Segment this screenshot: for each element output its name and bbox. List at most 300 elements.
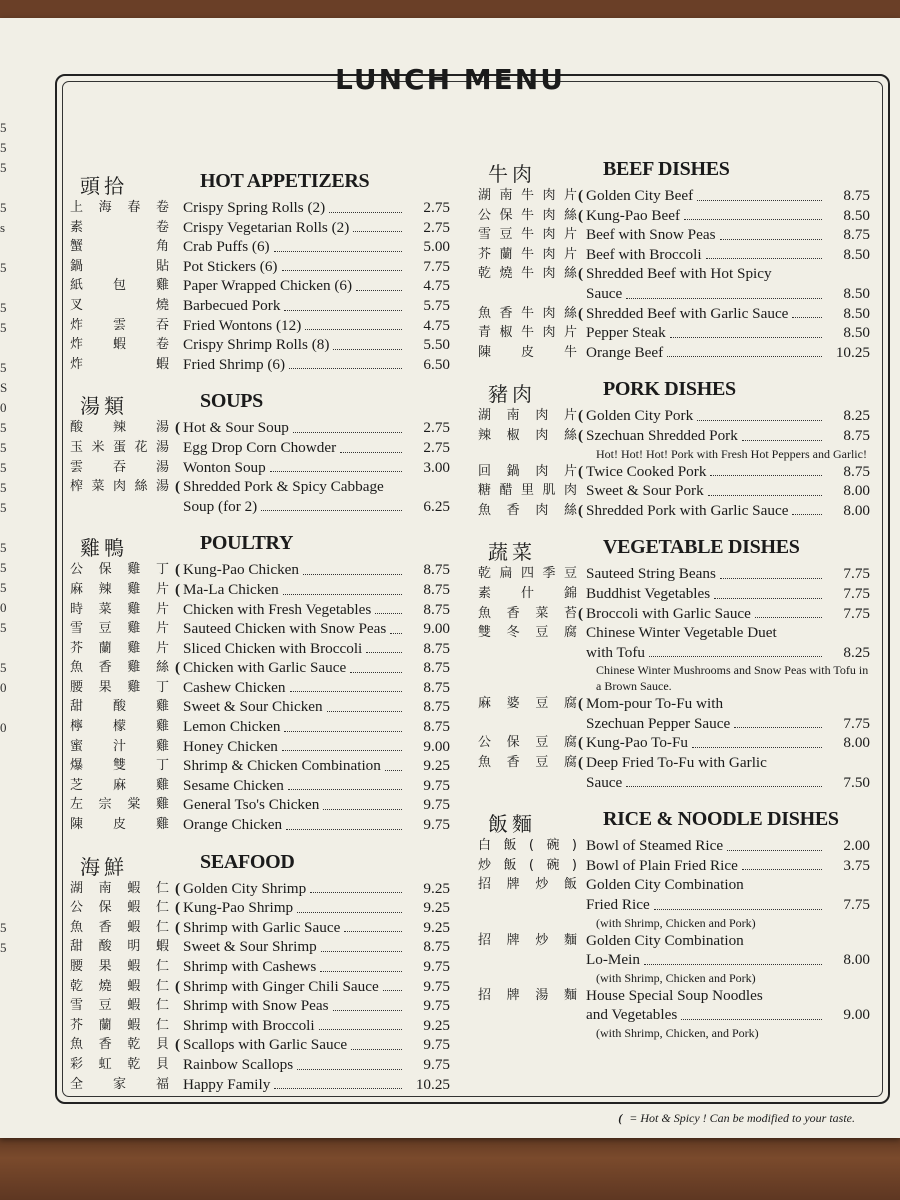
item-body xyxy=(578,186,870,206)
dot-leader xyxy=(270,458,402,473)
menu-item xyxy=(478,264,870,284)
item-name: Kung-Pao Beef xyxy=(586,206,681,224)
item-name: Crispy Spring Rolls (2) xyxy=(183,199,326,216)
menu-section xyxy=(70,530,450,834)
menu-item xyxy=(70,580,450,600)
chili-icon: ( xyxy=(578,462,584,480)
menu-item xyxy=(70,497,450,517)
item-text xyxy=(183,1055,450,1075)
prev-page-fragment: 5 xyxy=(0,420,7,435)
section-header xyxy=(70,530,450,560)
item-text xyxy=(183,600,450,620)
menu-item xyxy=(70,355,450,375)
prev-page-fragment xyxy=(0,818,14,838)
item-name: Sweet & Sour Pork xyxy=(586,482,704,500)
spacer xyxy=(578,481,586,501)
chili-icon: ( xyxy=(175,977,181,995)
dot-leader xyxy=(288,776,402,791)
dot-leader xyxy=(684,206,822,221)
section-header xyxy=(478,534,870,564)
prev-page-fragment: 0 xyxy=(0,720,7,735)
item-chinese-name: 素什錦 xyxy=(478,585,578,601)
item-text xyxy=(586,694,870,714)
item-chinese-name: 招牌炒麵 xyxy=(478,932,578,948)
menu-item xyxy=(70,737,450,757)
menu-item xyxy=(478,875,870,895)
item-chinese-name: 爆雙丁 xyxy=(70,758,170,774)
prev-page-fragment: 5 xyxy=(0,540,7,555)
item-price: 2.75 xyxy=(423,199,450,216)
item-name: Soup (for 2) xyxy=(183,497,258,515)
item-body xyxy=(578,225,870,245)
prev-page-fragment: 5 xyxy=(0,120,7,135)
item-chinese-name: 雙冬豆腐 xyxy=(478,625,578,641)
dot-leader xyxy=(742,426,822,441)
item-price: 8.75 xyxy=(843,187,870,204)
menu-item xyxy=(70,237,450,257)
menu-item xyxy=(478,245,870,265)
item-body xyxy=(175,639,450,659)
spacer xyxy=(578,856,586,876)
menu-section xyxy=(70,168,450,374)
item-description: (with Shrimp, Chicken and Pork) xyxy=(596,970,756,985)
item-text xyxy=(183,438,450,458)
dot-leader xyxy=(274,237,402,252)
item-body xyxy=(175,957,450,977)
menu-section xyxy=(70,388,450,516)
item-name: Rainbow Scallops xyxy=(183,1055,294,1073)
item-price: 7.75 xyxy=(843,584,870,602)
item-text xyxy=(183,815,450,835)
item-text xyxy=(586,481,870,501)
menu-item xyxy=(478,856,870,876)
item-name: Pot Stickers (6) xyxy=(183,257,278,275)
item-chinese-name: 公保雞丁 xyxy=(70,562,170,578)
item-price: 7.75 xyxy=(843,604,870,622)
dot-leader xyxy=(697,186,822,201)
dot-leader xyxy=(626,284,822,299)
item-name: Lemon Chicken xyxy=(183,718,281,736)
prev-page-fragment: s xyxy=(0,220,6,235)
item-name: Deep Fried To-Fu with Garlic xyxy=(586,754,767,772)
item-body xyxy=(175,497,450,517)
item-name: Crispy Vegetarian Rolls (2) xyxy=(183,218,350,236)
table-surface xyxy=(0,1130,900,1200)
menu-item xyxy=(478,986,870,1006)
item-body xyxy=(175,737,450,757)
item-price: 7.75 xyxy=(843,714,870,732)
item-price: 9.25 xyxy=(423,918,450,936)
item-name: Broccoli with Garlic Sauce xyxy=(586,604,751,622)
dot-leader xyxy=(340,438,402,453)
menu-item xyxy=(478,584,870,604)
menu-item xyxy=(478,836,870,856)
menu-item xyxy=(478,714,870,734)
item-body xyxy=(578,604,870,624)
item-price: 9.75 xyxy=(423,816,450,834)
item-chinese-name: 公保豆腐 xyxy=(478,735,578,751)
item-text xyxy=(183,898,450,918)
item-name: Fried Shrimp (6) xyxy=(183,355,286,373)
section-chinese-title: 頭拾 xyxy=(80,174,128,198)
item-description: Hot! Hot! Hot! Pork with Fresh Hot Peppers and Garlic! xyxy=(596,446,867,461)
item-body xyxy=(578,694,870,714)
spacer xyxy=(175,776,183,796)
item-name: Sesame Chicken xyxy=(183,776,284,794)
item-name: Shredded Beef with Garlic Sauce xyxy=(586,304,789,322)
chili-icon: ( xyxy=(175,918,181,936)
dot-leader xyxy=(708,481,822,496)
prev-page-fragment xyxy=(0,878,14,898)
item-name: and Vegetables xyxy=(586,1006,678,1024)
item-chinese-name: 全家福 xyxy=(70,1076,170,1092)
item-price: 7.75 xyxy=(423,257,450,275)
dot-leader xyxy=(390,619,402,634)
item-text xyxy=(183,237,450,257)
previous-page-edge xyxy=(0,118,14,958)
item-name: Cashew Chicken xyxy=(183,678,286,696)
item-price: 5.50 xyxy=(423,336,450,354)
item-text xyxy=(183,296,450,316)
prev-page-fragment: S xyxy=(0,380,8,395)
item-body xyxy=(578,895,870,915)
item-text xyxy=(183,737,450,757)
item-text xyxy=(183,335,450,355)
item-text xyxy=(586,623,870,643)
dot-leader xyxy=(670,323,822,338)
item-name: Wonton Soup xyxy=(183,458,266,476)
item-text xyxy=(586,950,870,970)
menu-page xyxy=(0,18,900,1138)
menu-item xyxy=(70,639,450,659)
spacer xyxy=(175,276,183,296)
spacer xyxy=(175,335,183,355)
menu-item xyxy=(478,895,870,915)
item-body xyxy=(578,733,870,753)
item-chinese-name: 麻辣雞片 xyxy=(70,581,170,597)
item-name: Golden City Combination xyxy=(586,931,744,949)
item-price: 9.25 xyxy=(423,1016,450,1034)
menu-item xyxy=(70,1055,450,1075)
spacer xyxy=(578,950,586,970)
item-text xyxy=(586,564,870,584)
prev-page-fragment: 5 xyxy=(0,580,7,595)
item-body xyxy=(578,462,870,482)
menu-item xyxy=(478,643,870,663)
item-chinese-name: 酸辣湯 xyxy=(70,420,170,436)
prev-page-fragment: 0 xyxy=(0,400,7,415)
dot-leader xyxy=(350,658,402,673)
menu-item xyxy=(478,604,870,624)
item-name: Shrimp & Chicken Combination xyxy=(183,757,381,775)
prev-page-fragment: 5 xyxy=(0,200,7,215)
menu-section xyxy=(478,806,870,1041)
item-price: 9.25 xyxy=(423,757,450,775)
prev-page-fragment: 5 xyxy=(0,360,7,375)
item-body xyxy=(578,1005,870,1025)
prev-page-fragment: 5 xyxy=(0,440,7,455)
item-name: Orange Chicken xyxy=(183,816,283,834)
item-text xyxy=(183,257,450,277)
section-header xyxy=(70,168,450,198)
item-price: 9.75 xyxy=(423,958,450,975)
item-text xyxy=(183,477,450,497)
item-chinese-name: 上海春卷 xyxy=(70,200,170,215)
spacer xyxy=(578,623,586,643)
item-text xyxy=(586,714,870,734)
item-price: 4.75 xyxy=(423,316,450,334)
item-chinese-name: 公保蝦仁 xyxy=(70,900,170,916)
menu-item xyxy=(478,753,870,773)
item-price: 8.75 xyxy=(423,561,450,579)
item-price: 5.75 xyxy=(423,296,450,314)
item-price: 2.75 xyxy=(423,419,450,437)
item-text xyxy=(183,458,450,478)
item-body xyxy=(578,426,870,446)
menu-section xyxy=(478,534,870,792)
section-title: SEAFOOD xyxy=(200,850,295,873)
spacer xyxy=(175,678,183,698)
item-body xyxy=(578,773,870,793)
spacer xyxy=(175,697,183,717)
dot-leader xyxy=(742,856,822,871)
menu-item xyxy=(70,1016,450,1036)
menu-item xyxy=(478,426,870,446)
menu-item xyxy=(70,957,450,977)
item-name: Shrimp with Snow Peas xyxy=(183,997,329,1015)
dot-leader xyxy=(284,717,402,732)
item-chinese-name: 魚香菜苔 xyxy=(478,605,578,621)
item-text xyxy=(586,245,870,265)
item-price: 10.25 xyxy=(835,343,870,361)
item-name: Kung-Pao Shrimp xyxy=(183,899,294,917)
item-body xyxy=(175,937,450,957)
prev-page-fragment: 5 xyxy=(0,260,7,275)
item-body xyxy=(175,296,450,316)
dot-leader xyxy=(261,497,402,512)
menu-item xyxy=(478,481,870,501)
item-name: Shredded Pork with Garlic Sauce xyxy=(586,501,789,519)
item-name: Scallops with Garlic Sauce xyxy=(183,1036,348,1054)
dot-leader xyxy=(297,1055,402,1070)
chili-icon: ( xyxy=(175,879,181,897)
left-column xyxy=(70,168,450,1108)
item-text xyxy=(183,697,450,717)
menu-item xyxy=(70,296,450,316)
item-chinese-name: 叉燒 xyxy=(70,297,170,313)
spacer xyxy=(578,343,586,363)
item-text xyxy=(586,225,870,245)
item-body xyxy=(578,950,870,970)
dot-leader xyxy=(626,773,822,788)
item-chinese-name: 糖醋里肌肉 xyxy=(478,483,578,499)
item-name: Szechuan Pepper Sauce xyxy=(586,714,731,732)
item-text xyxy=(183,1035,450,1055)
menu-item xyxy=(70,678,450,698)
item-body xyxy=(578,284,870,304)
section-title: BEEF DISHES xyxy=(603,158,730,180)
item-chinese-name: 蜜汁雞 xyxy=(70,738,170,754)
item-name: Mom-pour To-Fu with xyxy=(586,695,724,713)
item-name: Sauteed Chicken with Snow Peas xyxy=(183,620,387,638)
dot-leader xyxy=(720,225,822,240)
item-text xyxy=(586,304,870,324)
chili-icon: ( xyxy=(175,561,181,579)
menu-item xyxy=(478,694,870,714)
spacer xyxy=(578,284,586,304)
section-title: RICE & NOODLE DISHES xyxy=(603,808,839,831)
item-body xyxy=(578,643,870,663)
spacer xyxy=(175,438,183,458)
item-body xyxy=(175,335,450,355)
item-name: Bowl of Steamed Rice xyxy=(586,837,724,855)
item-price: 8.00 xyxy=(843,951,870,969)
item-chinese-name: 榨菜肉絲湯 xyxy=(70,479,170,495)
item-name: with Tofu xyxy=(586,643,645,661)
dot-leader xyxy=(644,950,822,965)
menu-item xyxy=(70,600,450,620)
dot-leader xyxy=(727,836,822,851)
prev-page-fragment: 5 xyxy=(0,480,7,495)
prev-page-fragment: 5 xyxy=(0,920,7,935)
item-body xyxy=(175,1016,450,1036)
prev-page-fragment: 5 xyxy=(0,660,7,675)
item-chinese-name: 公保牛肉絲 xyxy=(478,207,578,223)
dot-leader xyxy=(283,580,402,595)
item-chinese-name: 雲吞湯 xyxy=(70,459,170,475)
dot-leader xyxy=(692,733,822,748)
spacer xyxy=(175,737,183,757)
menu-item xyxy=(70,619,450,639)
item-body xyxy=(578,206,870,226)
prev-page-fragment xyxy=(0,798,14,818)
item-name: Crispy Shrimp Rolls (8) xyxy=(183,336,330,354)
item-chinese-name: 魚香豆腐 xyxy=(478,755,578,771)
spacer xyxy=(175,198,183,218)
item-price: 8.75 xyxy=(843,462,870,480)
item-name: Kung-Pao Chicken xyxy=(183,561,299,579)
chili-icon: ( xyxy=(578,604,584,622)
spacer xyxy=(578,564,586,584)
chili-icon: ( xyxy=(578,304,584,322)
item-chinese-name: 甜酸雞 xyxy=(70,699,170,715)
prev-page-fragment: 5 xyxy=(0,460,7,475)
item-name: Ma-La Chicken xyxy=(183,580,279,598)
item-text xyxy=(586,836,870,856)
item-chinese-name: 乾燒蝦仁 xyxy=(70,978,170,994)
item-price: 9.75 xyxy=(423,1036,450,1054)
item-price: 2.75 xyxy=(423,218,450,236)
item-body xyxy=(578,714,870,734)
item-text xyxy=(586,264,870,284)
prev-page-fragment xyxy=(0,858,14,878)
dot-leader xyxy=(321,937,402,952)
item-text xyxy=(586,343,870,363)
item-text xyxy=(183,678,450,698)
dot-leader xyxy=(284,296,402,311)
item-name: Kung-Pao To-Fu xyxy=(586,734,689,752)
item-chinese-name: 麻婆豆腐 xyxy=(478,696,578,712)
item-chinese-name: 魚香雞絲 xyxy=(70,660,170,676)
dot-leader xyxy=(274,1075,402,1090)
item-price: 9.00 xyxy=(423,620,450,638)
item-text xyxy=(183,776,450,796)
menu-item xyxy=(478,564,870,584)
item-name: Golden City Beef xyxy=(586,187,694,204)
item-name: Fried Wontons (12) xyxy=(183,316,302,334)
item-chinese-name: 甜酸明蝦 xyxy=(70,939,170,955)
section-title: PORK DISHES xyxy=(603,378,736,401)
item-text xyxy=(586,733,870,753)
menu-item xyxy=(478,931,870,951)
prev-page-fragment: 5 xyxy=(0,940,7,955)
item-name: Crab Puffs (6) xyxy=(183,238,270,256)
dot-leader xyxy=(353,218,402,233)
item-text xyxy=(183,619,450,639)
right-column xyxy=(478,156,870,1055)
item-chinese-name: 時菜雞片 xyxy=(70,601,170,617)
item-price: 8.75 xyxy=(423,639,450,657)
section-header xyxy=(478,156,870,186)
item-body xyxy=(578,564,870,584)
item-chinese-name: 炸蝦卷 xyxy=(70,337,170,353)
section-header xyxy=(70,388,450,418)
item-body xyxy=(578,245,870,265)
item-price: 9.75 xyxy=(423,997,450,1015)
dot-leader xyxy=(303,560,402,575)
item-body xyxy=(175,257,450,277)
prev-page-fragment: 5 xyxy=(0,560,7,575)
item-name: Bowl of Plain Fried Rice xyxy=(586,856,738,874)
item-text xyxy=(183,218,450,238)
dot-leader xyxy=(323,795,402,810)
section-title: POULTRY xyxy=(200,532,294,555)
item-name: Pepper Steak xyxy=(586,324,666,342)
item-body xyxy=(175,560,450,580)
item-chinese-name: 湖南牛肉片 xyxy=(478,188,578,203)
section-chinese-title: 海鮮 xyxy=(80,854,128,879)
item-body xyxy=(578,875,870,895)
dot-leader xyxy=(333,335,402,350)
item-text xyxy=(586,875,870,895)
item-chinese-name: 雪豆雞片 xyxy=(70,621,170,637)
section-chinese-title: 牛肉 xyxy=(488,162,536,186)
item-text xyxy=(586,501,870,521)
item-text xyxy=(586,753,870,773)
item-text xyxy=(586,323,870,343)
item-chinese-name: 芥蘭蝦仁 xyxy=(70,1017,170,1033)
item-body xyxy=(175,198,450,218)
spacer xyxy=(578,836,586,856)
item-price: 8.75 xyxy=(843,226,870,244)
dot-leader xyxy=(720,564,822,579)
menu-item xyxy=(478,225,870,245)
item-text xyxy=(183,937,450,957)
spacer xyxy=(578,643,586,663)
item-name: Honey Chicken xyxy=(183,737,278,755)
chili-icon: ( xyxy=(578,426,584,444)
prev-page-fragment xyxy=(0,778,14,798)
dot-leader xyxy=(282,257,403,272)
item-name: Orange Beef xyxy=(586,343,664,361)
item-chinese-name: 湖南肉片 xyxy=(478,408,578,424)
spacer xyxy=(578,773,586,793)
item-body xyxy=(175,458,450,478)
item-name: Shrimp with Ginger Chili Sauce xyxy=(183,977,379,995)
spacer xyxy=(175,639,183,659)
spacer xyxy=(175,996,183,1016)
item-text xyxy=(183,276,450,296)
